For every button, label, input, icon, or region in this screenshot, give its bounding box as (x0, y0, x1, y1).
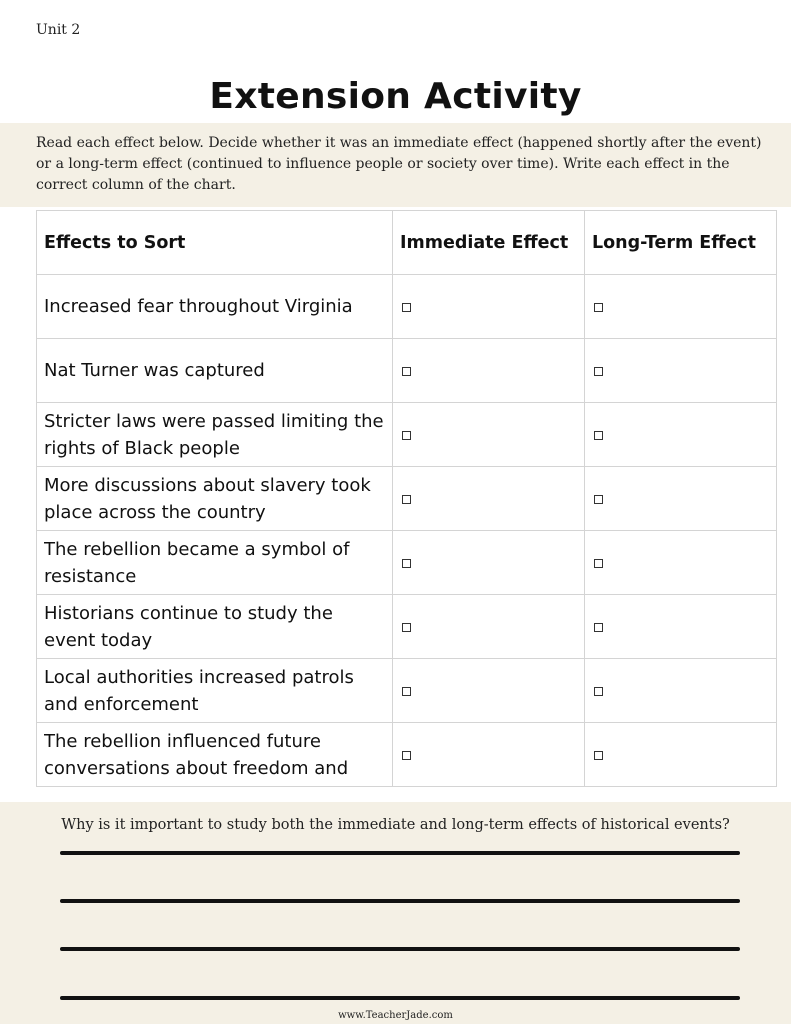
immediate-checkbox[interactable] (402, 559, 411, 568)
footer-url: www.TeacherJade.com (338, 1010, 453, 1021)
immediate-checkbox[interactable] (402, 623, 411, 632)
table-row (37, 339, 777, 403)
header-long-term-effect: Long-Term Effect (585, 211, 777, 275)
immediate-effect-cell[interactable] (393, 403, 585, 467)
long-term-effect-cell[interactable] (585, 339, 777, 403)
table-row (37, 723, 777, 787)
table-row (37, 531, 777, 595)
effect-text: Stricter laws were passed limiting the rights of Black people (44, 410, 384, 459)
unit-label: Unit 2 (36, 22, 81, 38)
long-term-checkbox[interactable] (594, 559, 603, 568)
long-term-effect-cell[interactable] (585, 467, 777, 531)
effect-cell (37, 723, 393, 787)
effect-cell (37, 595, 393, 659)
question-band (0, 802, 791, 1024)
long-term-effect-cell[interactable] (585, 531, 777, 595)
long-term-checkbox[interactable] (594, 303, 603, 312)
effect-cell (37, 659, 393, 723)
long-term-effect-cell[interactable] (585, 595, 777, 659)
effect-text: The rebellion influenced future conversations about freedom and (44, 730, 349, 779)
immediate-effect-cell[interactable] (393, 595, 585, 659)
long-term-checkbox[interactable] (594, 751, 603, 760)
effect-cell (37, 275, 393, 339)
immediate-checkbox[interactable] (402, 303, 411, 312)
immediate-checkbox[interactable] (402, 495, 411, 504)
long-term-checkbox[interactable] (594, 367, 603, 376)
instructions-band (0, 123, 791, 207)
effect-cell (37, 403, 393, 467)
long-term-checkbox[interactable] (594, 431, 603, 440)
immediate-checkbox[interactable] (402, 367, 411, 376)
table-row (37, 659, 777, 723)
effects-sorting-table (36, 210, 777, 787)
table-row (37, 403, 777, 467)
header-effects-to-sort: Effects to Sort (37, 211, 393, 275)
effect-text: Increased fear throughout Virginia (44, 296, 353, 317)
effect-cell (37, 339, 393, 403)
effect-text: The rebellion became a symbol of resistance (44, 538, 350, 587)
long-term-effect-cell[interactable] (585, 403, 777, 467)
long-term-checkbox[interactable] (594, 495, 603, 504)
page-title: Extension Activity (209, 76, 582, 117)
answer-line[interactable] (60, 851, 740, 855)
table-row (37, 595, 777, 659)
answer-line[interactable] (60, 947, 740, 951)
long-term-effect-cell[interactable] (585, 723, 777, 787)
header-immediate-effect: Immediate Effect (393, 211, 585, 275)
table-header-row (37, 211, 777, 275)
effect-text: Historians continue to study the event today (44, 602, 333, 651)
immediate-effect-cell[interactable] (393, 275, 585, 339)
answer-line[interactable] (60, 899, 740, 903)
immediate-checkbox[interactable] (402, 687, 411, 696)
reflection-question: Why is it important to study both the immediate and long-term effects of historical events? (61, 817, 730, 833)
table-row (37, 275, 777, 339)
answer-line[interactable] (60, 996, 740, 1000)
immediate-effect-cell[interactable] (393, 659, 585, 723)
table-body (37, 275, 777, 787)
immediate-effect-cell[interactable] (393, 723, 585, 787)
effect-text: More discussions about slavery took place across the country (44, 474, 371, 523)
long-term-effect-cell[interactable] (585, 659, 777, 723)
effect-cell (37, 531, 393, 595)
immediate-effect-cell[interactable] (393, 467, 585, 531)
immediate-checkbox[interactable] (402, 751, 411, 760)
immediate-effect-cell[interactable] (393, 339, 585, 403)
effect-text: Nat Turner was captured (44, 360, 265, 381)
table-row (37, 467, 777, 531)
effect-text: Local authorities increased patrols and enforcement (44, 666, 354, 715)
immediate-effect-cell[interactable] (393, 531, 585, 595)
immediate-checkbox[interactable] (402, 431, 411, 440)
instructions-text: Read each effect below. Decide whether it was an immediate effect (happened shortly after the event) or a long-term effect (continued to influence people or society over time). Write each effect in the correct column of the chart. (36, 135, 762, 193)
long-term-checkbox[interactable] (594, 623, 603, 632)
effect-cell (37, 467, 393, 531)
long-term-effect-cell[interactable] (585, 275, 777, 339)
long-term-checkbox[interactable] (594, 687, 603, 696)
